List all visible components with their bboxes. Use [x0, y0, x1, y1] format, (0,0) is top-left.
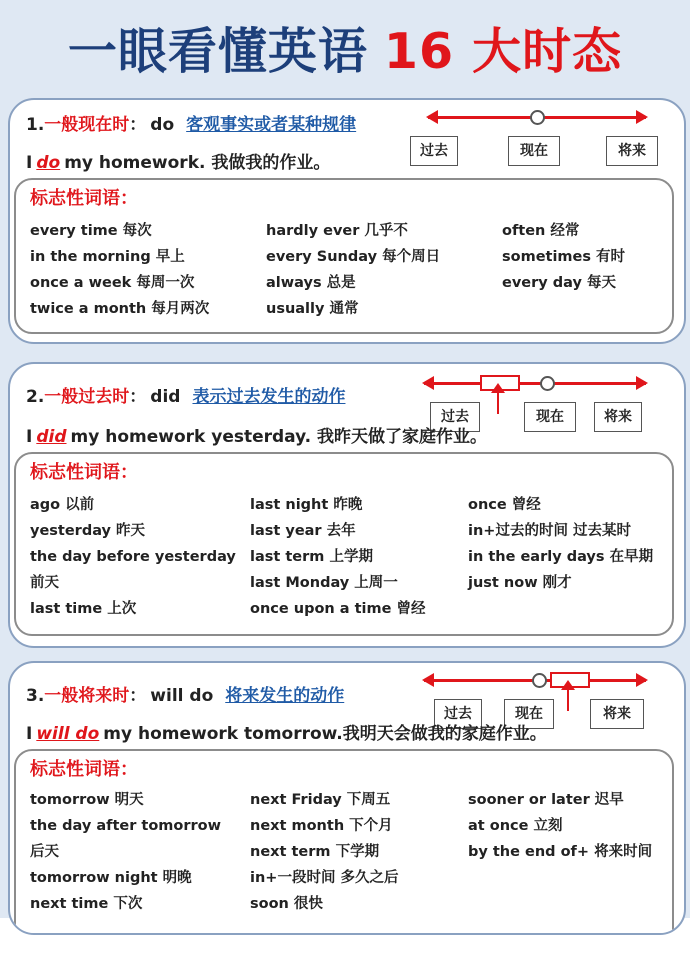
keyword-item: often 经常	[502, 223, 580, 239]
timeline-future-label: 将来	[590, 699, 644, 729]
example-verb: do	[36, 153, 61, 173]
keyword-item: always 总是	[266, 275, 356, 291]
tense-card-past-simple	[8, 362, 686, 648]
keyword-item: in the early days 在早期	[468, 549, 654, 565]
example-verb: will do	[36, 724, 100, 744]
timeline-now-label: 现在	[504, 699, 554, 729]
tense-form: do	[150, 115, 175, 135]
keywords-title: 标志性词语：	[30, 188, 138, 209]
keyword-item: next month 下个月	[250, 818, 393, 834]
keyword-item: just now 刚才	[468, 575, 572, 591]
keyword-item: every Sunday 每个周日	[266, 249, 441, 265]
heading-colon: ：	[129, 387, 147, 407]
keyword-column-2	[250, 492, 426, 622]
section-heading	[26, 681, 344, 706]
example-rest: my homework yesterday. 我昨天做了家庭作业。	[70, 427, 488, 447]
example-sentence	[26, 148, 330, 173]
tense-name: 一般将来时	[44, 686, 130, 706]
keyword-column-2	[266, 218, 440, 322]
now-marker-icon	[530, 110, 545, 125]
past-point-arrow-icon	[497, 392, 499, 414]
keyword-item: once upon a time 曾经	[250, 601, 426, 617]
example-sentence	[26, 719, 547, 744]
tense-description: 客观事实或者某种规律	[186, 115, 357, 135]
keyword-item: at once 立刻	[468, 818, 563, 834]
timeline-future-label: 将来	[594, 402, 642, 432]
title-part-1: 一眼看懂英语	[67, 23, 368, 80]
keyword-column-3	[468, 492, 653, 596]
tense-description: 表示过去发生的动作	[192, 387, 346, 407]
example-subject: I	[26, 724, 33, 744]
future-point-arrow-icon	[567, 689, 569, 711]
keyword-item: tomorrow 明天	[30, 792, 144, 808]
tense-name: 一般过去时	[44, 387, 130, 407]
keyword-item: last term 上学期	[250, 549, 373, 565]
heading-colon: ：	[129, 115, 147, 135]
keyword-item: next term 下学期	[250, 844, 380, 860]
keywords-title: 标志性词语：	[30, 759, 138, 780]
timeline-past-label: 过去	[434, 699, 482, 729]
section-number: 1.	[26, 115, 45, 135]
example-subject: I	[26, 427, 33, 447]
keyword-item: the day after tomorrow	[30, 818, 222, 834]
keyword-column-2	[250, 787, 399, 917]
section-number: 2.	[26, 387, 45, 407]
timeline-now-label: 现在	[524, 402, 576, 432]
timeline-past-label: 过去	[410, 136, 458, 166]
title-part-2: 16 大时态	[383, 23, 623, 80]
keyword-item: tomorrow night 明晚	[30, 870, 192, 886]
heading-colon: ：	[129, 686, 147, 706]
keyword-column-1	[30, 787, 221, 917]
example-rest: my homework tomorrow.我明天会做我的家庭作业。	[103, 724, 547, 744]
keyword-item: once 曾经	[468, 497, 541, 513]
page-title	[0, 14, 690, 90]
keyword-item: every time 每次	[30, 223, 152, 239]
keyword-column-3	[468, 787, 652, 865]
keyword-item: in+一段时间 多久之后	[250, 870, 399, 886]
timeline-now-label: 现在	[508, 136, 560, 166]
timeline-future-label: 将来	[606, 136, 658, 166]
keyword-column-3	[502, 218, 625, 296]
example-rest: my homework. 我做我的作业。	[64, 153, 331, 173]
keyword-item: last year 去年	[250, 523, 356, 539]
example-verb: did	[36, 427, 67, 447]
keyword-item: hardly ever 几乎不	[266, 223, 408, 239]
keyword-item: soon 很快	[250, 896, 323, 912]
keyword-item: next time 下次	[30, 896, 143, 912]
keyword-item: next Friday 下周五	[250, 792, 391, 808]
timeline-arrow	[424, 382, 646, 385]
tense-description: 将来发生的动作	[225, 686, 345, 706]
keywords-box	[14, 452, 674, 636]
keyword-item: the day before yesterday	[30, 549, 236, 565]
tense-form: did	[150, 387, 181, 407]
example-subject: I	[26, 153, 33, 173]
keyword-item: in the morning 早上	[30, 249, 185, 265]
keyword-column-1	[30, 492, 236, 622]
tense-card-present-simple	[8, 98, 686, 344]
keyword-item: last night 昨晚	[250, 497, 363, 513]
keyword-item: 后天	[30, 844, 59, 860]
timeline-past-label: 过去	[430, 402, 480, 432]
keyword-item: by the end of+ 将来时间	[468, 844, 653, 860]
keyword-item: last Monday 上周一	[250, 575, 398, 591]
keyword-item: every day 每天	[502, 275, 616, 291]
keyword-item: yesterday 昨天	[30, 523, 146, 539]
tense-form: will do	[150, 686, 214, 706]
keywords-title: 标志性词语：	[30, 462, 138, 483]
keyword-column-1	[30, 218, 209, 322]
keyword-item: last time 上次	[30, 601, 137, 617]
section-heading	[26, 110, 356, 135]
keywords-box	[14, 749, 674, 935]
keyword-item: 前天	[30, 575, 59, 591]
now-marker-icon	[532, 673, 547, 688]
now-marker-icon	[540, 376, 555, 391]
keywords-box	[14, 178, 674, 334]
keyword-item: sooner or later 迟早	[468, 792, 624, 808]
keyword-item: twice a month 每月两次	[30, 301, 210, 317]
tense-card-future-simple	[8, 661, 686, 935]
section-heading	[26, 382, 345, 407]
keyword-item: once a week 每周一次	[30, 275, 195, 291]
keyword-item: in+过去的时间 过去某时	[468, 523, 631, 539]
keyword-item: ago 以前	[30, 497, 95, 513]
timeline-diagram	[408, 104, 666, 166]
example-sentence	[26, 422, 487, 447]
tense-name: 一般现在时	[44, 115, 130, 135]
keyword-item: sometimes 有时	[502, 249, 626, 265]
keyword-item: usually 通常	[266, 301, 359, 317]
section-number: 3.	[26, 686, 45, 706]
